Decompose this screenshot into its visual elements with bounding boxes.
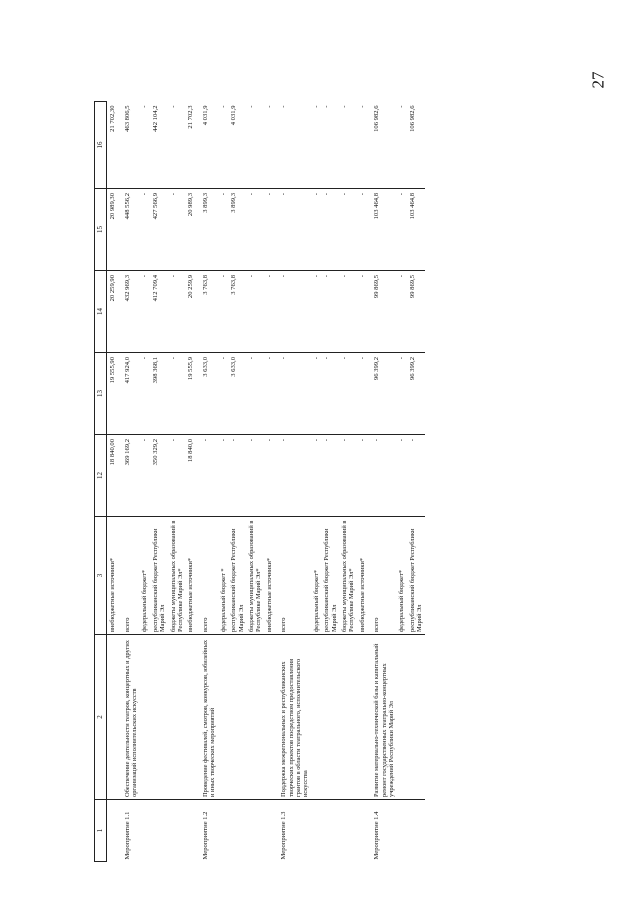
year-value: 3 899,3 [228,189,246,271]
year-value: - [274,189,310,271]
col-header: 2 [95,635,107,800]
year-value: 448 556,2 [118,189,140,271]
measure-description: Обеспечение деятельности театров, концертных и других организаций исполнительских искусств [118,635,140,800]
measure-description [339,635,357,800]
table-row [228,102,246,862]
funding-source: республиканский бюджет Республики Марий Эл [407,517,425,635]
table-row [367,102,396,862]
funding-source: федеральный бюджет* [396,517,407,635]
year-value: - [168,435,186,517]
measure-id [185,800,196,862]
year-value: 106 982,6 [407,102,425,189]
funding-source: федеральный бюджет* [311,517,322,635]
year-value: - [321,435,339,517]
table-row [311,102,322,862]
year-value: - [357,353,368,435]
measure-id: Мероприятие 1.3 [280,811,288,860]
measure-description [168,635,186,800]
funding-source: бюджеты муниципальных образований в Республике Марий Эл* [168,517,186,635]
year-value: - [396,435,407,517]
year-value: - [246,271,264,353]
year-value: - [339,102,357,189]
year-value: - [264,435,275,517]
funding-source: бюджеты муниципальных образований в Республике Марий Эл* [246,517,264,635]
year-value: - [321,271,339,353]
measure-description: Поддержка межрегиональных и республиканских творческих проектов посредством предоставления грантов в области театрального, исполнительского искусства [274,635,310,800]
table-row [218,102,229,862]
year-value: - [168,102,186,189]
year-value: 96 399,2 [407,353,425,435]
year-value: - [218,353,229,435]
year-value: - [311,271,322,353]
year-value: 4 031,9 [228,102,246,189]
year-value: - [246,435,264,517]
year-value: 412 709,4 [150,271,168,353]
measure-description: Проведение фестивалей, смотров, конкурсов, юбилейных и иных творческих мероприятий [196,635,218,800]
year-value: - [168,189,186,271]
year-value: - [396,353,407,435]
measure-description [357,635,368,800]
funding-source: всего [367,517,396,635]
funding-source: бюджеты муниципальных образований в Республике Марий Эл* [339,517,357,635]
measure-description [150,635,168,800]
year-value: - [139,271,150,353]
year-value: - [168,353,186,435]
funding-source: внебюджетные источники* [107,517,118,635]
year-value: - [218,102,229,189]
year-value: - [339,189,357,271]
measure-description [107,635,118,800]
measure-description [311,635,322,800]
table-row [196,102,218,862]
year-value: - [339,435,357,517]
year-value: - [218,435,229,517]
year-value: 20 259,9 [185,271,196,353]
year-value: 4 031,9 [196,102,218,189]
funding-source: федеральный бюджет* [139,517,150,635]
measure-id [357,800,368,862]
table-row [168,102,186,862]
year-value: - [367,435,396,517]
measure-id [246,800,264,862]
year-value: - [396,189,407,271]
year-value: - [321,353,339,435]
funding-source: всего [118,517,140,635]
year-value: - [246,353,264,435]
table-row [118,102,140,862]
table-row [150,102,168,862]
year-value: 350 329,2 [150,435,168,517]
measure-id [139,800,150,862]
measure-id [311,800,322,862]
measure-description [246,635,264,800]
table-row [357,102,368,862]
year-value: - [168,271,186,353]
year-value: 20 259,90 [107,271,118,353]
measure-description [139,635,150,800]
year-value: - [246,189,264,271]
year-value: - [196,435,218,517]
year-value: 99 869,5 [367,271,396,353]
col-header: 1 [95,800,107,862]
year-value: - [396,102,407,189]
year-value: - [218,189,229,271]
measure-id [396,800,407,862]
measure-id [264,800,275,862]
year-value: 19 555,9 [185,353,196,435]
year-value: 3 633,0 [228,353,246,435]
year-value: 19 555,90 [107,353,118,435]
table-row [139,102,150,862]
year-value: - [357,435,368,517]
year-value: - [264,271,275,353]
year-value: 103 464,8 [367,189,396,271]
year-value: - [246,102,264,189]
measure-id [228,800,246,862]
year-value: - [274,102,310,189]
table-row [407,102,425,862]
budget-table [94,101,425,862]
measure-description [396,635,407,800]
year-value: - [139,102,150,189]
year-value: 398 368,1 [150,353,168,435]
year-value: 432 969,3 [118,271,140,353]
year-value: 103 464,8 [407,189,425,271]
year-value: 20 989,30 [107,189,118,271]
year-value: 463 806,5 [118,102,140,189]
funding-source: внебюджетные источники* [185,517,196,635]
col-header: 14 [95,271,107,353]
year-value: 106 982,6 [367,102,396,189]
year-value: - [311,102,322,189]
measure-description: Развитие материально-технической базы и капитальный ремонт государственных театрально-концертных учреждений Республики Марий Эл [367,635,396,800]
year-value: 99 869,5 [407,271,425,353]
measure-id [407,800,425,862]
measure-description [264,635,275,800]
year-value: - [139,435,150,517]
year-value: 3 763,8 [196,271,218,353]
col-header: 13 [95,353,107,435]
year-value: 417 924,0 [118,353,140,435]
measure-description [185,635,196,800]
measure-description [218,635,229,800]
year-value: - [321,189,339,271]
year-value: - [139,353,150,435]
year-value: - [321,102,339,189]
measure-id [150,800,168,862]
funding-source: внебюджетные источники* [264,517,275,635]
measure-id [321,800,339,862]
measure-description [321,635,339,800]
header-row [95,102,107,862]
funding-source: республиканский бюджет Республики Марий Эл [228,517,246,635]
year-value: 96 399,2 [367,353,396,435]
year-value: - [407,435,425,517]
year-value: 442 104,2 [150,102,168,189]
funding-source: всего [274,517,310,635]
year-value: - [396,271,407,353]
year-value: - [311,435,322,517]
year-value: - [228,435,246,517]
measure-id [339,800,357,862]
year-value: - [357,271,368,353]
year-value: 18 840,0 [185,435,196,517]
year-value: 21 702,30 [107,102,118,189]
year-value: - [264,102,275,189]
funding-source: внебюджетные источники* [357,517,368,635]
funding-source: республиканский бюджет Республики Марий Эл [150,517,168,635]
table-row [339,102,357,862]
year-value: - [311,189,322,271]
year-value: - [274,435,310,517]
table-row [107,102,118,862]
funding-source: всего [196,517,218,635]
year-value: - [139,189,150,271]
measure-id: Мероприятие 1.4 [373,811,381,860]
year-value: 3 633,0 [196,353,218,435]
measure-id [218,800,229,862]
table-row [185,102,196,862]
col-header: 16 [95,102,107,189]
year-value: 18 840,00 [107,435,118,517]
year-value: 21 702,3 [185,102,196,189]
year-value: - [357,102,368,189]
year-value: 369 169,2 [118,435,140,517]
page-number: 27 [588,71,608,89]
year-value: - [264,353,275,435]
funding-source: республиканский бюджет Республики Марий Эл [321,517,339,635]
measure-description [228,635,246,800]
year-value: - [311,353,322,435]
year-value: - [339,353,357,435]
year-value: 427 566,9 [150,189,168,271]
year-value: 20 989,3 [185,189,196,271]
table-row [264,102,275,862]
measure-id: Мероприятие 1.1 [123,811,131,860]
year-value: - [357,189,368,271]
table-row [321,102,339,862]
year-value: - [274,271,310,353]
rotated-page [94,102,554,862]
measure-description [407,635,425,800]
table-row [274,102,310,862]
year-value: - [218,271,229,353]
col-header: 3 [95,517,107,635]
col-header: 15 [95,189,107,271]
measure-id: Мероприятие 1.2 [201,811,209,860]
table-row [396,102,407,862]
measure-id [107,800,118,862]
table-row [246,102,264,862]
funding-source: федеральный бюджет * [218,517,229,635]
col-header: 12 [95,435,107,517]
year-value: 3 899,3 [196,189,218,271]
year-value: - [339,271,357,353]
measure-id [168,800,186,862]
year-value: - [274,353,310,435]
year-value: 3 763,8 [228,271,246,353]
year-value: - [264,189,275,271]
